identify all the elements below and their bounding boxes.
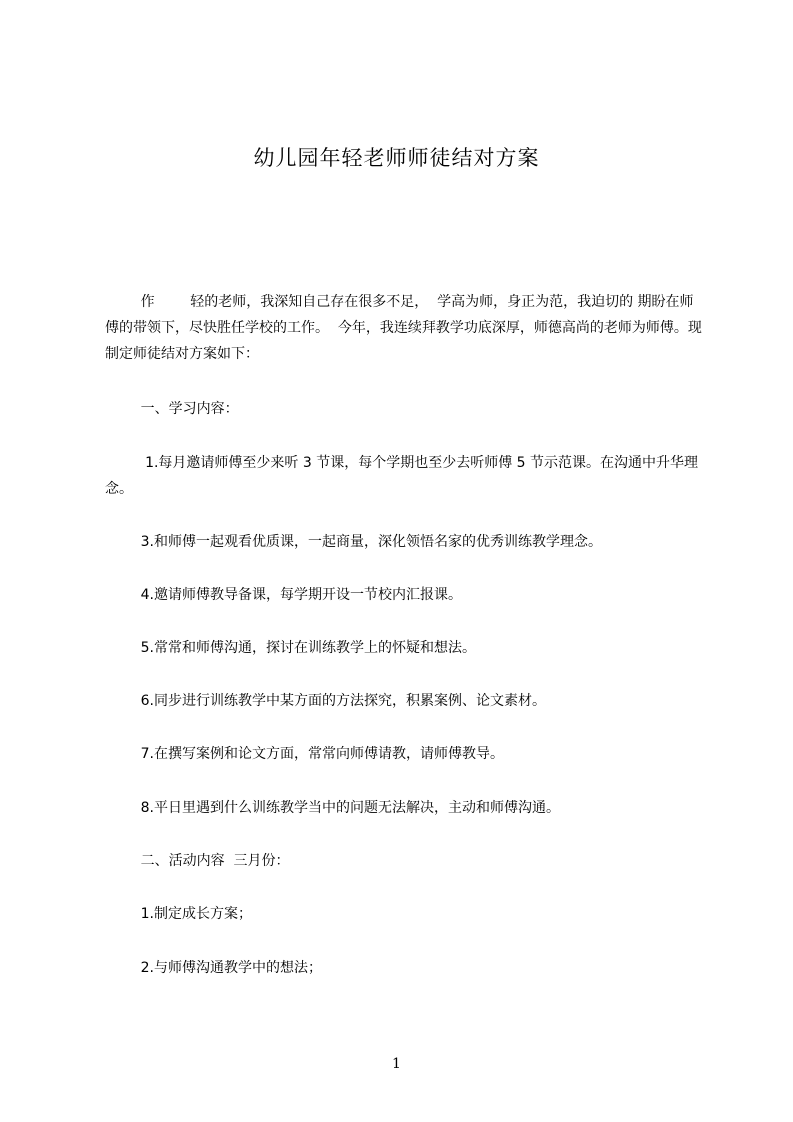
- document-title: 幼儿园年轻老师师徒结对方案: [253, 146, 540, 170]
- list-item: 6.同步进行训练教学中某方面的方法探究，积累案例、论文素材。: [105, 693, 546, 709]
- list-item: 2.与师傅沟通教学中的想法；: [105, 960, 322, 976]
- page-number: 1: [392, 1056, 401, 1072]
- section-heading-study: 一、学习内容：: [105, 401, 239, 417]
- list-item: 1.制定成长方案；: [105, 906, 252, 922]
- list-item: 5.常常和师傅沟通，探讨在训练教学上的怀疑和想法。: [105, 640, 476, 656]
- list-item: 4.邀请师傅教导备课，每学期开设一节校内汇报课。: [105, 587, 462, 603]
- intro-paragraph: 作 轻的老师，我深知自己存在很多不足， 学高为师，身正为范，我迫切的 期盼在师傅的带领下，尽快胜任学校的工作。 今年，我连续拜教学功底深厚，师德高尚的老师为师傅。现制定师徒结对方案如下：: [105, 294, 702, 362]
- list-item: 7.在撰写案例和论文方面，常常向师傅请教，请师傅教导。: [105, 746, 504, 762]
- list-item: 1.每月邀请师傅至少来听 3 节课，每个学期也至少去听师傅 5 节示范课。在沟通中升华理念。: [105, 455, 699, 497]
- section-heading-activity: 二、活动内容 三月份：: [105, 853, 290, 869]
- list-item: 8.平日里遇到什么训练教学当中的问题无法解决，主动和师傅沟通。: [105, 800, 560, 816]
- list-item: 3.和师傅一起观看优质课，一起商量，深化领悟名家的优秀训练教学理念。: [105, 534, 602, 550]
